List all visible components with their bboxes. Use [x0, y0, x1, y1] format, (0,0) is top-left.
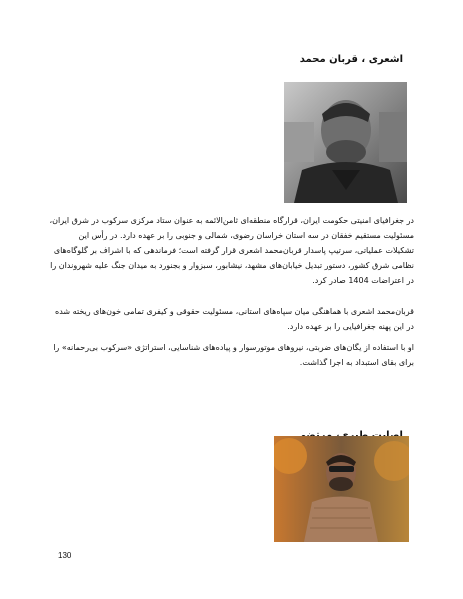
paragraph: او با استفاده از یگان‌های ضربتی، نیروهای موتورسوار و پیاده‌های شناسایی، استراتژی «سرکوب بی‌رحمانه» را برای بقای استبداد به اجرا گذاشت. [53, 343, 414, 367]
entry-name-heading: اشعری ، قربان محمد [299, 54, 403, 65]
page-number: 130 [58, 551, 72, 560]
paragraph: قربان‌محمد اشعری با هماهنگی میان سپاه‌های استانی، مسئولیت حقوقی و کیفری تمامی خون‌های ریخته شده در این پهنه جغرافیایی را بر عهده دارد. [55, 307, 414, 331]
portrait-photo [284, 82, 407, 203]
paragraph: در جغرافیای امنیتی حکومت ایران، قرارگاه منطقه‌ای ثامن‌الائمه به عنوان ستاد مرکزی سرکوب در شرق ایران، مسئولیت مستقیم خفقان در سه استان خراسان رضوی، شمالی و جنوبی را بر عهده دارد. در رأس این تشکیلات عملیاتی، سرتیپ پاسدار قربان‌محمد اشعری قرار گرفته است؛ فرماندهی که با اشراف بر گلوگاه‌های نظامی شرق کشور، دستور تبدیل خیابان‌های مشهد، نیشابور، سبزوار و بجنورد به میدان جنگ علیه شهروندان را در اعتراضات 1404 صادر کرد. [49, 216, 414, 285]
portrait-photo [274, 436, 409, 542]
